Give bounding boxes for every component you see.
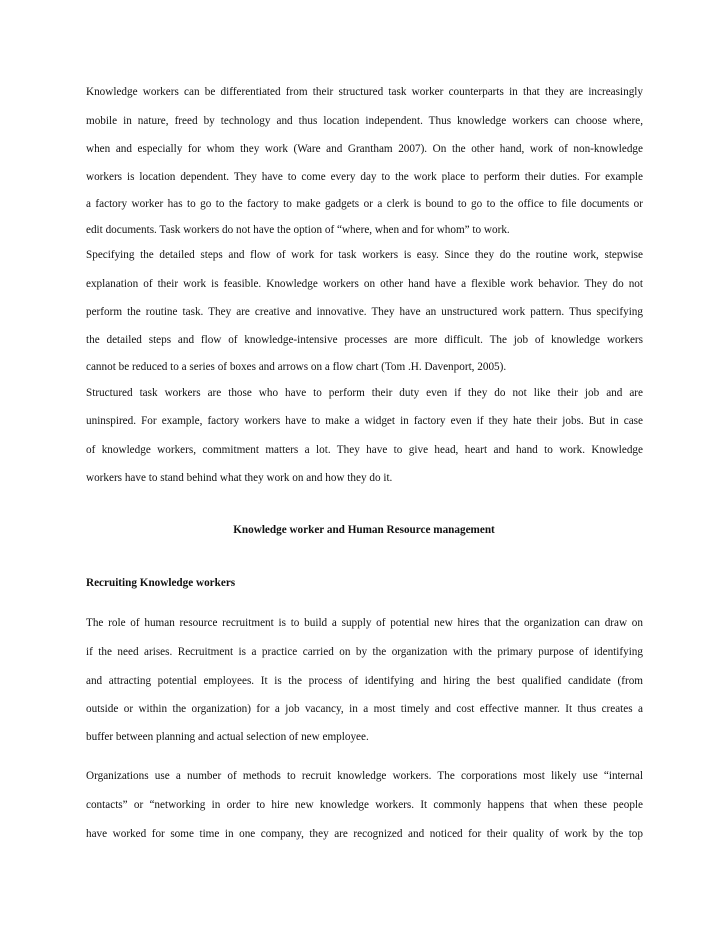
paragraph-2-line: Specifying the detailed steps and flow of work for task workers is easy. Since they do the routine work, stepwise bbox=[86, 249, 643, 261]
paragraph-4-line: outside or within the organization) for a job vacancy, in a most timely and cost effective manner. It thus creates a bbox=[86, 703, 643, 715]
paragraph-4-line: The role of human resource recruitment is to build a supply of potential new hires that the organization can draw on bbox=[86, 617, 643, 629]
paragraph-3-line: workers have to stand behind what they work on and how they do it. bbox=[86, 472, 393, 484]
paragraph-1-line: when and especially for whom they work (Ware and Grantham 2007). On the other hand, work of non-knowledge bbox=[86, 143, 643, 155]
paragraph-1-line: workers is location dependent. They have to come every day to the work place to perform their duties. For example bbox=[86, 171, 643, 183]
paragraph-3-line: Structured task workers are those who have to perform their duty even if they do not like their job and are bbox=[86, 387, 643, 399]
subsection-heading: Recruiting Knowledge workers bbox=[86, 577, 236, 589]
paragraph-4-line: if the need arises. Recruitment is a practice carried on by the organization with the primary purpose of identifying bbox=[86, 646, 643, 658]
paragraph-3-line: uninspired. For example, factory workers have to make a widget in factory even if they hate their jobs. But in case bbox=[86, 415, 643, 427]
paragraph-1-line: edit documents. Task workers do not have the option of “where, when and for whom” to work. bbox=[86, 224, 510, 236]
paragraph-2-line: cannot be reduced to a series of boxes and arrows on a flow chart (Tom .H. Davenport, 2005). bbox=[86, 361, 507, 373]
paragraph-5-line: have worked for some time in one company, they are recognized and noticed for their quality of work by the top bbox=[86, 828, 643, 840]
paragraph-4-line: and attracting potential employees. It is the process of identifying and hiring the best qualified candidate (from bbox=[86, 675, 643, 687]
paragraph-2-line: the detailed steps and flow of knowledge-intensive processes are more difficult. The job of knowledge workers bbox=[86, 334, 643, 346]
paragraph-1-line: Knowledge workers can be differentiated from their structured task worker counterparts in that they are increasingly bbox=[86, 86, 643, 98]
section-heading: Knowledge worker and Human Resource management bbox=[233, 524, 495, 536]
paragraph-3-line: of knowledge workers, commitment matters a lot. They have to give head, heart and hand to work. Knowledge bbox=[86, 444, 643, 456]
paragraph-1-line: a factory worker has to go to the factory to make gadgets or a clerk is bound to go to the office to file documents or bbox=[86, 198, 643, 210]
paragraph-2-line: explanation of their work is feasible. Knowledge workers on other hand have a flexible work behavior. They do not bbox=[86, 278, 643, 290]
paragraph-4-line: buffer between planning and actual selection of new employee. bbox=[86, 731, 369, 743]
paragraph-5-line: contacts” or “networking in order to hire new knowledge workers. It commonly happens that when these people bbox=[86, 799, 643, 811]
paragraph-5-line: Organizations use a number of methods to recruit knowledge workers. The corporations most likely use “internal bbox=[86, 770, 643, 782]
paragraph-2-line: perform the routine task. They are creative and innovative. They have an unstructured work pattern. Thus specifying bbox=[86, 306, 643, 318]
paragraph-1-line: mobile in nature, freed by technology and thus location independent. Thus knowledge workers can choose where, bbox=[86, 115, 643, 127]
